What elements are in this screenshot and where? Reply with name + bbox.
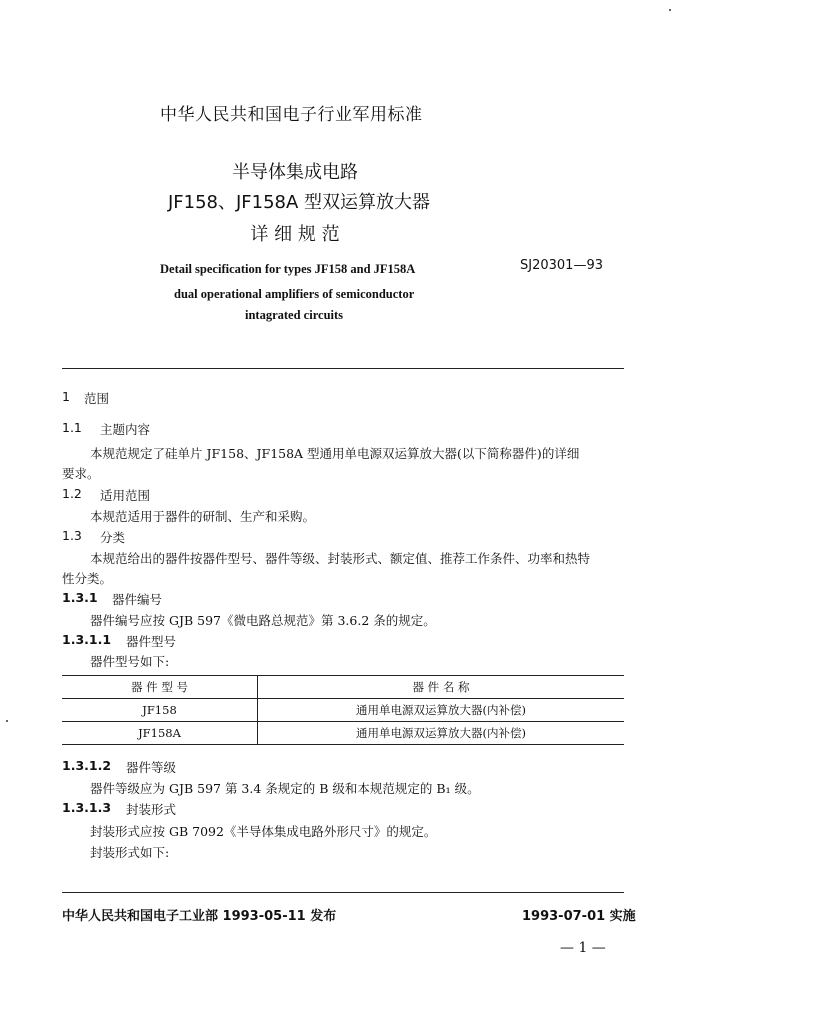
table-cell-type: JF158 — [62, 699, 258, 722]
section-1-number: 1 — [62, 389, 70, 404]
section-1-3-title: 分类 — [100, 530, 126, 545]
section-1-3-1-1-title: 器件型号 — [126, 634, 177, 649]
section-1-3-1-3-number: 1.3.1.3 — [62, 800, 112, 815]
table-cell-name: 通用单电源双运算放大器(内补偿) — [356, 726, 526, 740]
scan-speck — [6, 720, 8, 722]
table-header-cell: 器 件 名 称 — [412, 680, 470, 694]
paragraph-text: 器件等级应为 GJB 597 第 3.4 条规定的 B 级和本规范规定的 B₁ 级。 — [90, 781, 480, 796]
table-row — [62, 722, 624, 745]
table-cell-type: JF158A — [62, 722, 258, 745]
paragraph-text: 本规范给出的器件按器件型号、器件等级、封装形式、额定值、推荐工作条件、功率和热特 — [90, 551, 591, 566]
header-divider — [62, 368, 624, 369]
section-1-3-1-title: 器件编号 — [112, 592, 163, 607]
issue-date: 中华人民共和国电子工业部 1993-05-11 发布 — [62, 909, 337, 924]
paragraph-text: 性分类。 — [62, 571, 113, 586]
title-line-1: 半导体集成电路 — [232, 162, 358, 183]
section-1-3-1-number: 1.3.1 — [62, 590, 98, 605]
effective-date: 1993-07-01 实施 — [522, 909, 636, 924]
section-1-2-title: 适用范围 — [100, 488, 151, 503]
table-row — [62, 699, 624, 722]
table-header-cell: 器 件 型 号 — [62, 676, 258, 699]
title-line-2: JF158、JF158A 型双运算放大器 — [167, 192, 431, 213]
paragraph-text: 要求。 — [62, 466, 100, 481]
section-1-3-number: 1.3 — [62, 528, 82, 543]
section-1-3-1-2-number: 1.3.1.2 — [62, 758, 112, 773]
english-title-line-2: dual operational amplifiers of semiconductor — [174, 287, 415, 301]
section-1-1-number: 1.1 — [62, 420, 82, 435]
standard-organization-header: 中华人民共和国电子行业军用标准 — [160, 105, 423, 125]
footer-divider — [62, 892, 624, 893]
title-line-3: 详 细 规 范 — [250, 224, 340, 245]
paragraph-text: 封装形式如下: — [90, 845, 170, 860]
section-1-1-title: 主题内容 — [100, 422, 151, 437]
section-1-3-1-1-number: 1.3.1.1 — [62, 632, 112, 647]
paragraph-text: 器件型号如下: — [90, 654, 170, 669]
english-title-line-3: intagrated circuits — [245, 308, 344, 322]
section-1-3-1-3-title: 封装形式 — [126, 802, 177, 817]
paragraph-text: 本规范规定了硅单片 JF158、JF158A 型通用单电源双运算放大器(以下简称器件)的详细 — [90, 446, 580, 461]
table-header-row — [62, 676, 624, 699]
section-1-3-1-2-title: 器件等级 — [126, 760, 177, 775]
page-number: — 1 — — [560, 940, 606, 956]
table-cell-name: 通用单电源双运算放大器(内补偿) — [356, 703, 526, 717]
section-1-2-number: 1.2 — [62, 486, 82, 501]
standard-number: SJ20301—93 — [520, 258, 603, 273]
device-type-table — [62, 675, 624, 745]
paragraph-text: 器件编号应按 GJB 597《微电路总规范》第 3.6.2 条的规定。 — [90, 613, 436, 628]
scan-speck — [669, 9, 671, 11]
paragraph-text: 封装形式应按 GB 7092《半导体集成电路外形尺寸》的规定。 — [90, 824, 437, 839]
english-title-line-1: Detail specification for types JF158 and JF158A — [160, 262, 416, 276]
paragraph-text: 本规范适用于器件的研制、生产和采购。 — [90, 509, 316, 524]
section-1-title: 范围 — [84, 391, 110, 406]
